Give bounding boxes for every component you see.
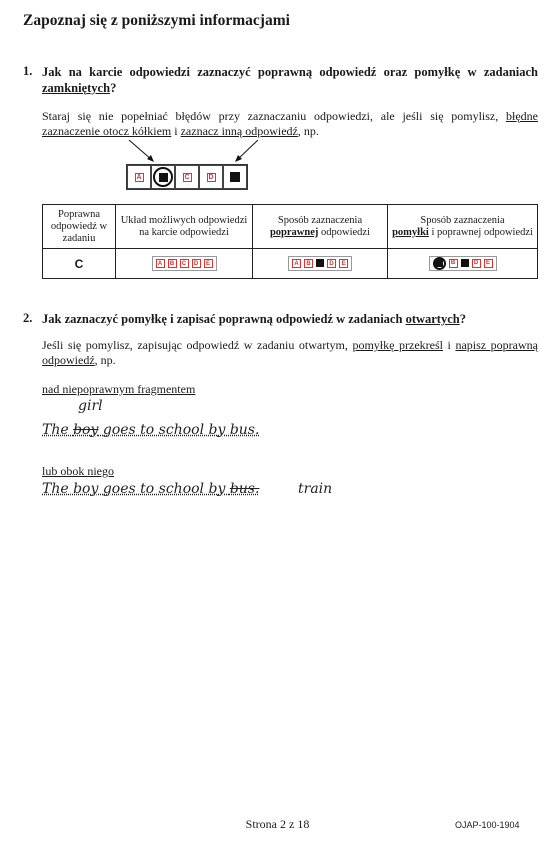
example2-correction: train xyxy=(298,481,333,497)
example-box-b xyxy=(151,165,175,189)
sentence2-start: The boy goes to school by xyxy=(42,481,230,497)
q2-text-emph1: pomyłkę przekreśl xyxy=(352,338,443,352)
filled-square-icon xyxy=(435,259,443,267)
letter-b: B xyxy=(168,259,177,268)
q1-title-text: Jak na karcie odpowiedzi zaznaczyć poprawną odpowiedź oraz pomyłkę w zadaniach xyxy=(42,65,538,79)
example-box-d xyxy=(199,165,223,189)
q2-title xyxy=(42,311,538,327)
q1-title xyxy=(42,64,538,96)
table-header-correct-marking xyxy=(253,205,388,249)
table-cell-error-marking xyxy=(388,249,538,279)
letter-a: A xyxy=(292,259,301,268)
letter-d: D xyxy=(208,173,214,181)
h4-text: Sposób zaznaczenia xyxy=(420,214,505,226)
error-circle-icon xyxy=(433,257,446,270)
filled-square-icon xyxy=(159,173,168,182)
arrow-left-line xyxy=(129,140,152,160)
sentence-start: The xyxy=(42,422,74,438)
table-header-correct: Poprawna odpowiedź w zadaniu xyxy=(43,205,116,249)
filled-square-icon xyxy=(230,172,240,182)
page-number: Strona 2 z 18 xyxy=(245,817,310,831)
marking-table xyxy=(42,204,538,279)
example-answer-row xyxy=(126,164,248,190)
answer-boxes-blank xyxy=(152,256,217,271)
letter-d: D xyxy=(327,259,336,268)
table-header-layout: Układ możliwych odpowiedzi na karcie odpowiedzi xyxy=(116,205,253,249)
example1-sentence xyxy=(42,422,259,438)
letter-c: C xyxy=(184,173,190,181)
example2-sentence xyxy=(42,481,259,497)
letter-e: E xyxy=(484,259,493,268)
q2-text: Jeśli się pomylisz, zapisując odpowiedź w zadaniu otwartym, xyxy=(42,338,353,352)
example-box-c xyxy=(175,165,199,189)
document-code: OJAP-100-1904 xyxy=(455,820,520,830)
q1-instructions xyxy=(42,109,538,139)
example-box-e xyxy=(223,165,247,189)
q2-title-emph: otwartych xyxy=(405,312,460,326)
letter-c: C xyxy=(180,259,189,268)
table-header-error-marking xyxy=(388,205,538,249)
q2-title-text: Jak zaznaczyć pomyłkę i zapisać poprawną odpowiedź w zadaniach xyxy=(42,312,406,326)
arrow-right-line xyxy=(237,140,258,160)
q2-title-end: ? xyxy=(459,312,466,326)
letter-d: D xyxy=(472,259,481,268)
q2-text-mid: i xyxy=(442,338,456,352)
filled-square-icon xyxy=(316,259,324,267)
example1-label: nad niepoprawnym fragmentem xyxy=(42,382,196,396)
q1-text-end: , np. xyxy=(297,124,319,138)
example2-label: lub obok niego xyxy=(42,464,114,478)
q2-text-end: , np. xyxy=(94,353,116,367)
q2-instructions xyxy=(42,338,538,368)
h4-emph: pomyłki xyxy=(392,226,429,238)
error-circle-icon xyxy=(153,167,173,187)
example1-correction: girl xyxy=(78,398,103,414)
q1-text-mid: i xyxy=(171,124,181,138)
h3-end: odpowiedzi xyxy=(318,226,371,238)
letter-a: A xyxy=(136,173,142,181)
q1-title-end: ? xyxy=(110,81,117,95)
q2-number: 2. xyxy=(23,311,33,325)
filled-square-icon xyxy=(461,259,469,267)
table-cell-layout xyxy=(116,249,253,279)
q1-text: Staraj się nie popełniać błędów przy zaznaczaniu odpowiedzi, ale jeśli się pomylisz, xyxy=(42,109,506,123)
sentence-crossed-word: boy xyxy=(73,422,99,438)
sentence2-crossed-word: bus. xyxy=(229,481,260,497)
h4-end: i poprawnej odpowiedzi xyxy=(428,226,533,238)
h3-emph: poprawnej xyxy=(269,226,319,238)
answer-boxes-correct xyxy=(288,256,352,271)
letter-b: B xyxy=(449,259,458,268)
page-title: Zapoznaj się z poniższymi informacjami xyxy=(23,12,290,29)
q1-text-emph1: błędne zaznaczenie otocz kółkiem xyxy=(42,109,538,138)
letter-a: A xyxy=(156,259,165,268)
q2-text-emph2: napisz poprawną odpowiedź xyxy=(42,338,538,367)
letter-e: E xyxy=(339,259,348,268)
table-cell-correct-marking xyxy=(253,249,388,279)
h3-text: Sposób zaznaczenia xyxy=(277,214,363,226)
letter-b: B xyxy=(304,259,313,268)
q1-text-emph2: zaznacz inną odpowiedź xyxy=(180,124,298,138)
q1-title-emph: zamkniętych xyxy=(42,81,111,95)
sentence-end: goes to school by bus. xyxy=(98,422,260,438)
example-box-a xyxy=(127,165,151,189)
table-answer: C xyxy=(43,249,116,279)
q1-number: 1. xyxy=(23,64,33,78)
letter-d: D xyxy=(192,259,201,268)
letter-e: E xyxy=(204,259,213,268)
answer-boxes-error xyxy=(429,256,497,271)
